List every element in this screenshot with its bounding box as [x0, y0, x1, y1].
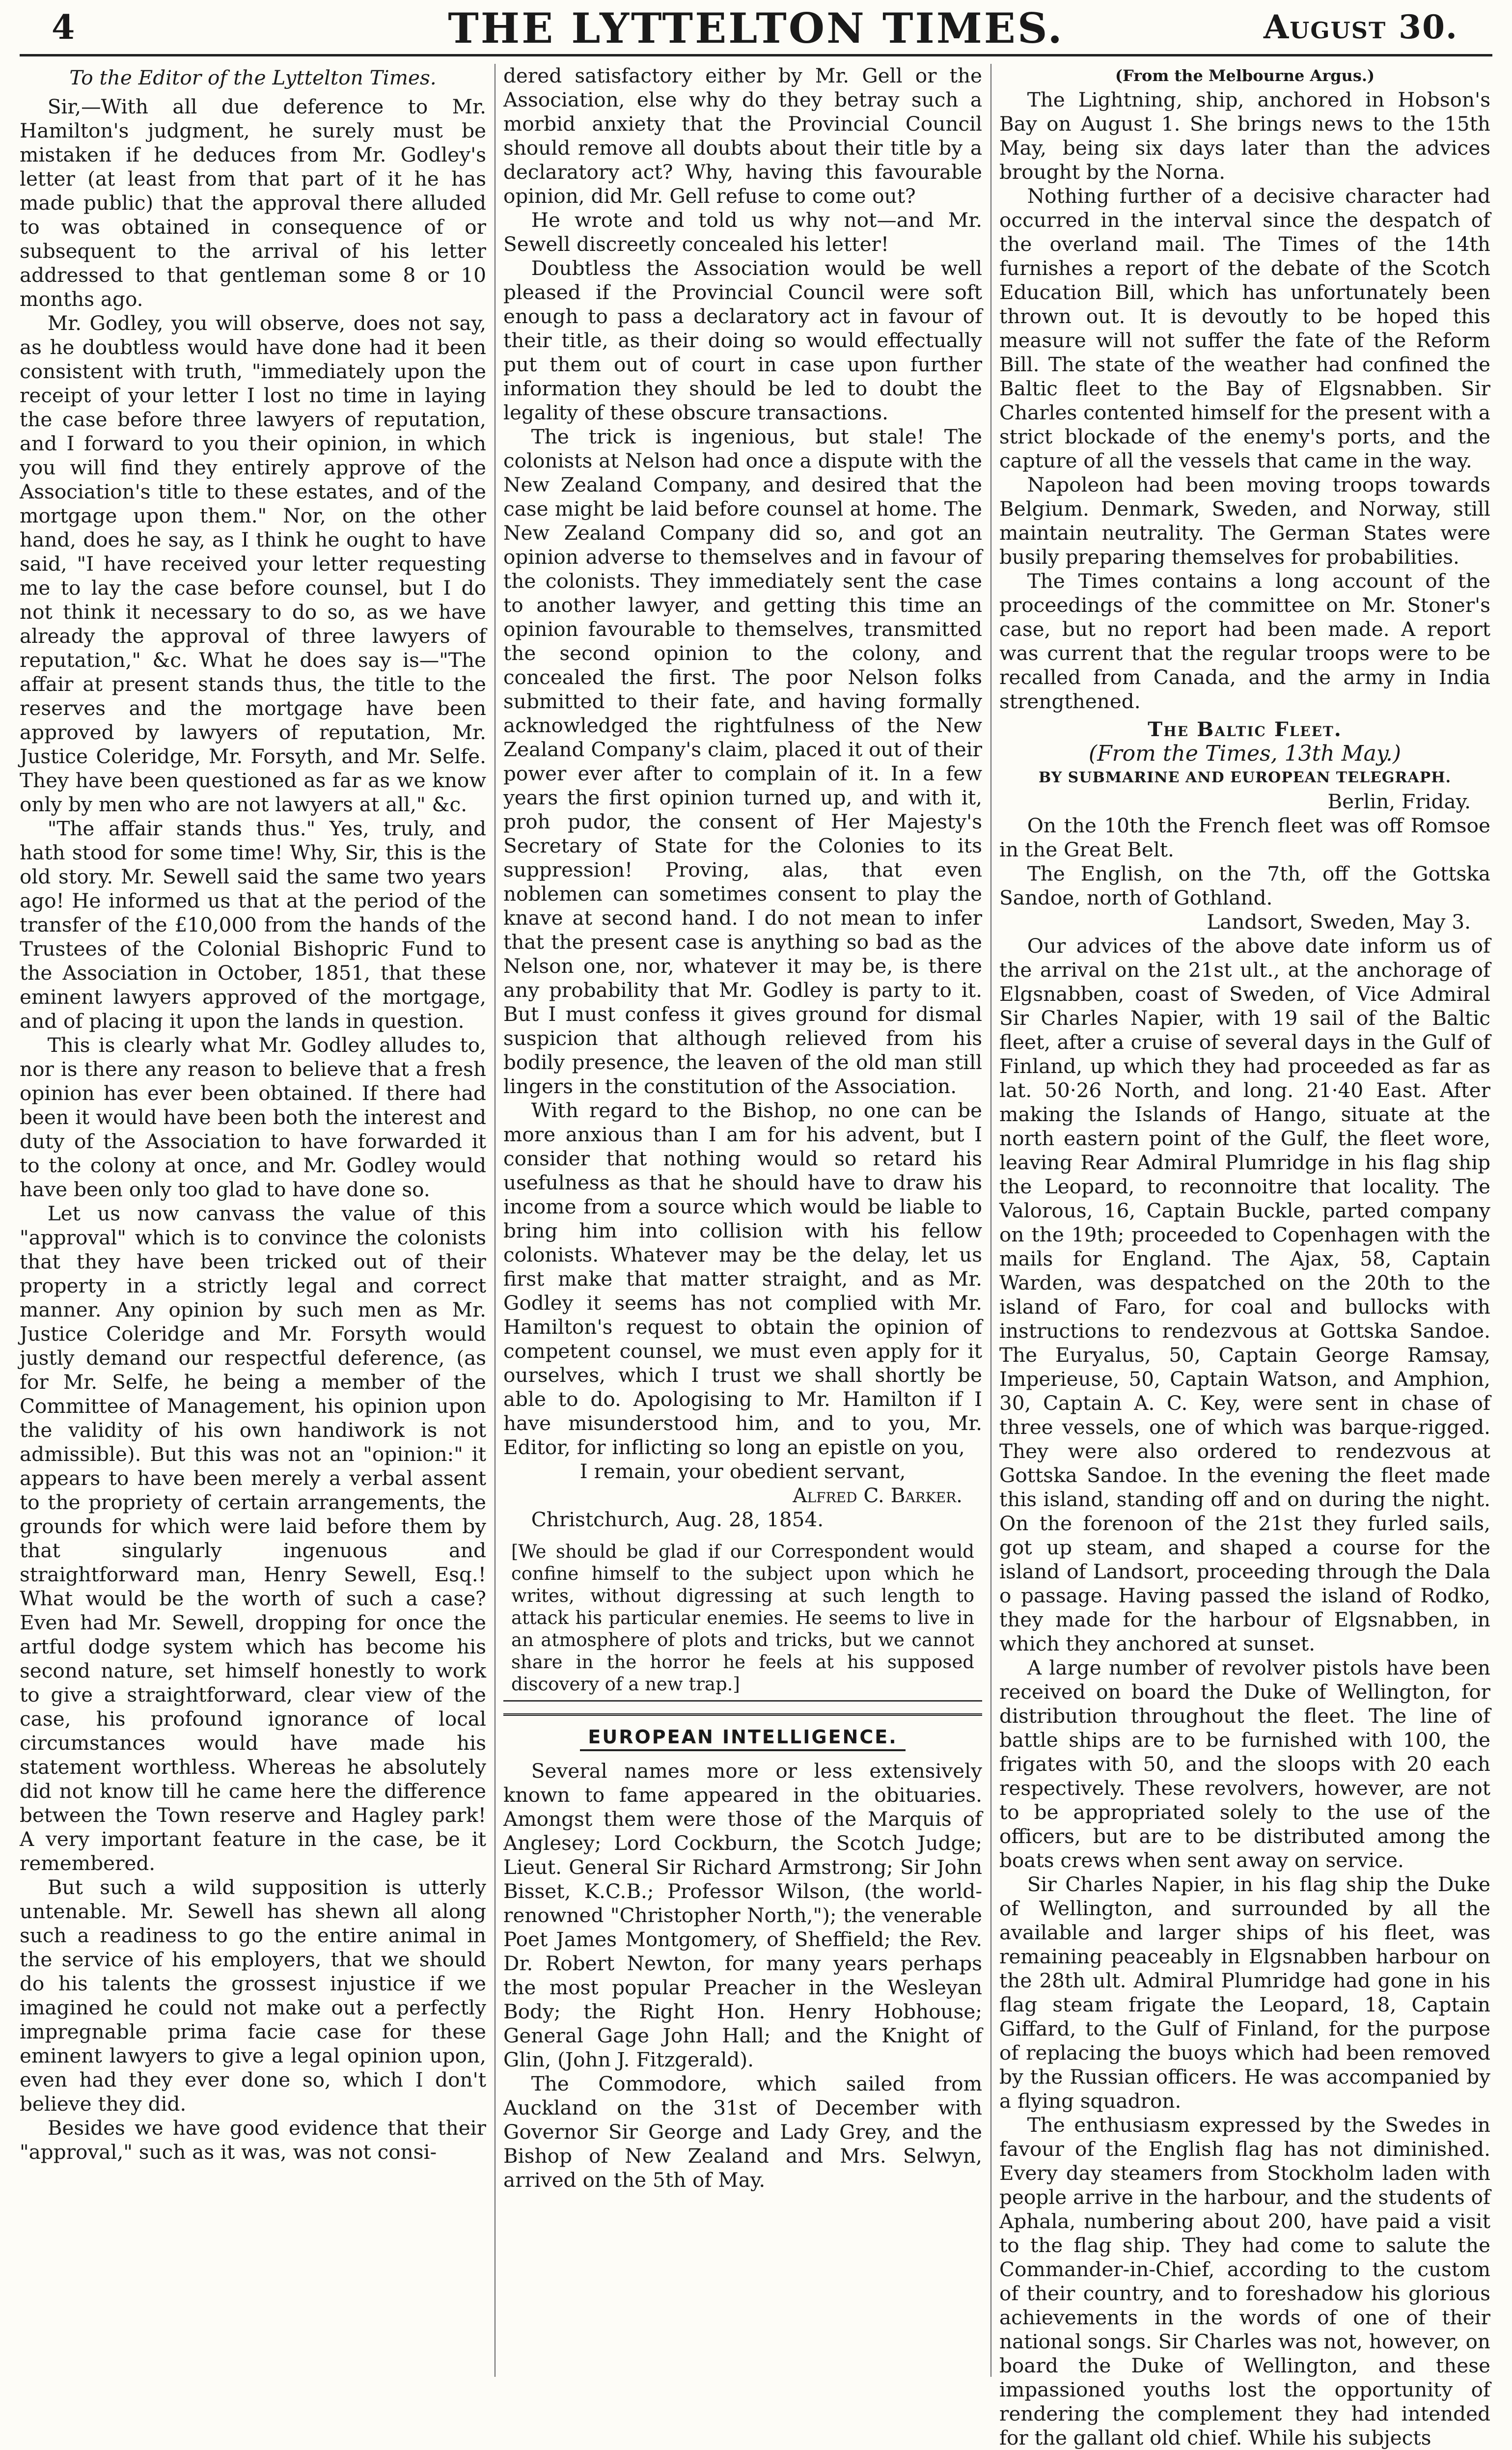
- paragraph: The Commodore, which sailed from Auckland on the 31st of December with Governor Sir George and Lady Grey, and the Bishop of New Zealand and Mrs. Selwyn, arrived on the 5th of May.: [503, 2072, 982, 2192]
- telegraph-line: BY SUBMARINE AND EUROPEAN TELEGRAPH.: [1038, 769, 1452, 786]
- paragraph: On the 10th the French fleet was off Romsoe in the Great Belt.: [999, 814, 1490, 861]
- paragraph: "The affair stands thus." Yes, truly, and hath stood for some time! Why, Sir, this is the old story. Mr. Sewell said the same two years ago! He informed us that at the period of the transfer of the £10,000 from the hands of the Trustees of the Colonial Bishopric Fund to the Association in October, 1851, that these eminent lawyers approved of the mortgage, and of placing it upon the lands in question.: [20, 817, 486, 1033]
- section-header: [503, 1713, 982, 1751]
- paragraph: Besides we have good evidence that their "approval," such as it was, was not consi-: [20, 2116, 486, 2164]
- paragraph: dered satisfactory either by Mr. Gell or the Association, else why do they betray such a morbid anxiety that the Provincial Council should remove all doubts about their title by a declaratory act? Why, having this favourable opinion, did Mr. Gell refuse to come out?: [503, 64, 982, 208]
- issue-date: August 30.: [1264, 8, 1458, 46]
- editor-note: [We should be glad if our Correspondent would confine himself to the subject upon which he writes, without digressing at such length to attack his particular enemies. He seems to live in an atmosphere of plots and tricks, but we cannot share in the horror he feels at his supposed discovery of a new trap.]: [503, 1539, 982, 1702]
- paragraph: He wrote and told us why not—and Mr. Sewell discreetly concealed his letter!: [503, 208, 982, 256]
- paragraph: Let us now canvass the value of this "approval" which is to convince the colonists that they have been tricked out of their property in a strictly legal and correct manner. Any opinion by such men as Mr. Justice Coleridge and Mr. Forsyth would justly demand our respectful deference, (as for Mr. Selfe, he being a member of the Committee of Management, his opinion upon the validity of his own handiwork is not admissible). But this was not an "opinion:" it appears to have been merely a verbal assent to the propriety of certain arrangements, the grounds for which were laid before them by that singularly ingenuous and straightforward man, Henry Sewell, Esq.! What would be the worth of such a case? Even had Mr. Sewell, dropping for once the artful dodge system which has become his second nature, set himself honestly to work to give a straightforward, clear view of the case, his profound ignorance of local circumstances would have made his statement worthless. Whereas he absolutely did not know till he came here the difference between the Town reserve and Hagley park! A very important feature in the case, be it remembered.: [20, 1202, 486, 1875]
- paragraph: The enthusiasm expressed by the Swedes in favour of the English flag has not diminished. Every day steamers from Stockholm laden with people arrive in the harbour, and the students of Aphala, numbering about 200, have paid a visit to the flag ship. They had come to salute the Commander-in-Chief, according to the custom of their country, and to foreshadow his glorious achievements in the words of one of their national songs. Sir Charles was not, however, on board the Duke of Wellington, and these impassioned youths lost the opportunity of rendering the complement they had intended for the gallant old chief. While his subjects: [999, 2113, 1490, 2450]
- paragraph: Doubtless the Association would be well pleased if the Provincial Council were soft enough to pass a declaratory act in favour of their title, as their doing so would effectually put them out of court in case upon further information they should be led to doubt the legality of these obscure transactions.: [503, 256, 982, 424]
- paragraph: With regard to the Bishop, no one can be more anxious than I am for his advent, but I consider that nothing would so retard his usefulness as that he should have to draw his income from a source which would be liable to bring him into collision with his fellow colonists. Whatever may be the delay, let us first make that matter straight, and as Mr. Godley it seems has not complied with Mr. Hamilton's request to obtain the opinion of competent counsel, we must even apply for it ourselves, which I trust we shall shortly be able to do. Apologising to Mr. Hamilton if I have misunderstood him, and to you, Mr. Editor, for inflicting so long an epistle on you,: [503, 1099, 982, 1459]
- column-3: [999, 64, 1490, 2450]
- letter-dateline: Christchurch, Aug. 28, 1854.: [531, 1508, 824, 1531]
- dateline: Landsort, Sweden, May 3.: [1207, 910, 1471, 934]
- source-credit: (From the Melbourne Argus.): [1115, 66, 1375, 85]
- paragraph: Nothing further of a decisive character had occurred in the interval since the despatch of the overland mail. The Times of the 14th furnishes a report of the debate of the Scotch Education Bill, which has unfortunately been thrown out. It is devoutly to be hoped this measure will not suffer the fate of the Reform Bill. The state of the weather had confined the Baltic fleet to the Bay of Elgsnabben. Sir Charles contented himself for the present with a strict blockade of the enemy's ports, and the capture of all the vessels that came in the way.: [999, 184, 1490, 472]
- letter-signature: Alfred C. Barker.: [793, 1484, 962, 1507]
- section-title: EUROPEAN INTELLIGENCE.: [580, 1725, 905, 1751]
- letter-closing: I remain, your obedient servant,: [579, 1459, 906, 1483]
- paragraph: The Lightning, ship, anchored in Hobson's Bay on August 1. She brings news to the 15th May, being six days later than the advices brought by the Norna.: [999, 88, 1490, 184]
- subsection-heading: The Baltic Fleet.: [1148, 717, 1342, 741]
- paragraph: Napoleon had been moving troops towards Belgium. Denmark, Sweden, and Norway, still maintain neutrality. The German States were busily preparing themselves for probabilities.: [999, 473, 1490, 569]
- paragraph: Sir Charles Napier, in his flag ship the Duke of Wellington, and surrounded by all the available and larger ships of his fleet, was remaining peaceably in Elgsnabben harbour on the 28th ult. Admiral Plumridge had gone in his flag steam frigate the Leopard, 18, Captain Giffard, to the Gulf of Finland, for the purpose of replacing the buoys which had been removed by the Russian officers. He was accompanied by a flying squadron.: [999, 1872, 1490, 2113]
- paragraph: This is clearly what Mr. Godley alludes to, nor is there any reason to believe that a fresh opinion has ever been obtained. If there had been it would have been both the interest and duty of the Association to have forwarded it to the colony at once, and Mr. Godley would have been only too glad to have done so.: [20, 1033, 486, 1201]
- column-1: [20, 64, 486, 2377]
- paragraph: Our advices of the above date inform us of the arrival on the 21st ult., at the anchorage of Elgsnabben, coast of Sweden, of Vice Admiral Sir Charles Napier, with 19 sail of the Baltic fleet, after a cruise of several days in the Gulf of Finland, up which they had proceeded as far as lat. 50·26 North, and long. 21·40 East. After making the Islands of Hango, situate at the north eastern point of the Gulf, the fleet wore, leaving Rear Admiral Plumridge in his flag ship the Leopard, to reconnoitre that locality. The Valorous, 16, Captain Buckle, parted company on the 19th; proceeded to Copenhagen with the mails for England. The Ajax, 58, Captain Warden, was despatched on the 20th to the island of Faro, for coal and bullocks with instructions to rendezvous at Gottska Sandoe. The Euryalus, 50, Captain George Ramsay, Imperieuse, 50, Captain Watson, and Amphion, 30, Captain A. C. Key, were sent in chase of three vessels, one of which was barque-rigged. They were also ordered to rendezvous at Gottska Sandoe. In the evening the fleet made this island, standing off and on during the night. On the forenoon of the 21st they furled sails, got up steam, and shaped a course for the island of Landsort, proceeding through the Dala o passage. Having passed the island of Rodko, they made for the harbour of Elgsnabben, in which they anchored at sunset.: [999, 934, 1490, 1655]
- masthead: [20, 0, 1492, 56]
- paragraph: Mr. Godley, you will observe, does not say, as he doubtless would have done had it been consistent with truth, "immediately upon the receipt of your letter I lost no time in laying the case before three lawyers of reputation, and I forward to you their opinion, in which you will find they entirely approve of the Association's title to these estates, and of the mortgage upon them." Nor, on the other hand, does he say, as I think he ought to have said, "I have received your letter requesting me to lay the case before counsel, but I do not think it necessary to do so, as we have already the approval of three lawyers of reputation," &c. What he does say is—"The affair at present stands thus, the title to the reserves and the mortgage have been approved by lawyers of reputation, Mr. Justice Coleridge, Mr. Forsyth, and Mr. Selfe. They have been questioned as far as we know only by men who are not lawyers at all," &c.: [20, 311, 486, 816]
- column-divider: [990, 64, 991, 2377]
- paragraph: But such a wild supposition is utterly untenable. Mr. Sewell has shewn all along such a readiness to go the entire animal in the service of his employers, that we should do his talents the grossest injustice if we imagined he could not make out a perfectly impregnable prima facie case for these eminent lawyers to give a legal opinion upon, even had they ever done so, which I don't believe they did.: [20, 1875, 486, 2116]
- letter-heading: To the Editor of the Lyttelton Times.: [69, 66, 437, 89]
- paragraph: Several names more or less extensively known to fame appeared in the obituaries. Amongst them were those of the Marquis of Anglesey; Lord Cockburn, the Scotch Judge; Lieut. General Sir Richard Armstrong; Sir John Bisset, K.C.B.; Professor Wilson, (the world-renowned "Christopher North,"); the venerable Poet James Montgomery, of Sheffield; the Rev. Dr. Robert Newton, for many years perhaps the most popular Preacher in the Wesleyan Body; the Right Hon. Henry Hobhouse; General Gage John Hall; and the Knight of Glin, (John J. Fitzgerald).: [503, 1759, 982, 2071]
- paragraph: A large number of revolver pistols have been received on board the Duke of Wellington, for distribution throughout the fleet. The line of battle ships are to be furnished with 100, the frigates with 50, and the sloops with 20 each respectively. These revolvers, however, are not to be appropriated solely to the use of the officers, but are to be distributed among the boats crews when sent away on service.: [999, 1656, 1490, 1872]
- column-2: [503, 64, 982, 2377]
- paragraph: The Times contains a long account of the proceedings of the committee on Mr. Stoner's case, but no report had been made. A report was current that the regular troops were to be recalled from Canada, and the army in India strengthened.: [999, 569, 1490, 713]
- paragraph: The trick is ingenious, but stale! The colonists at Nelson had once a dispute with the New Zealand Company, and desired that the case might be laid before counsel at home. The New Zealand Company did so, and got an opinion adverse to themselves and in favour of the colonists. They immediately sent the case to another lawyer, and getting this time an opinion favourable to themselves, transmitted the second opinion to the colony, and concealed the first. The poor Nelson folks submitted to their fate, and having formally acknowledged the rightfulness of the New Zealand Company's claim, placed it out of their power ever after to complain of it. In a few years the first opinion turned up, and with it, proh pudor, the consent of Her Majesty's Secretary of State for the Colonies to its suppression! Proving, alas, that even noblemen can sometimes consent to play the knave at second hand. I do not mean to infer that the present case is anything so bad as the Nelson one, nor, whatever it may be, is there any probability that Mr. Godley is party to it. But I must confess it gives ground for dismal suspicion that although relieved from his bodily presence, the leaven of the old man still lingers in the constitution of the Association.: [503, 425, 982, 1098]
- page-number: 4: [52, 8, 75, 47]
- paragraph: Sir,—With all due deference to Mr. Hamilton's judgment, he surely must be mistaken if he deduces from Mr. Godley's letter (at least from that part of it he has made public) that the approval there alluded to was obtained in consequence of or subsequent to the arrival of his letter addressed to that gentleman some 8 or 10 months ago.: [20, 95, 486, 311]
- newspaper-title: THE LYTTELTON TIMES.: [448, 4, 1064, 53]
- subsection-source: (From the Times, 13th May.): [1088, 741, 1402, 766]
- dateline: Berlin, Friday.: [1327, 790, 1471, 813]
- paragraph: The English, on the 7th, off the Gottska Sandoe, north of Gothland.: [999, 862, 1490, 909]
